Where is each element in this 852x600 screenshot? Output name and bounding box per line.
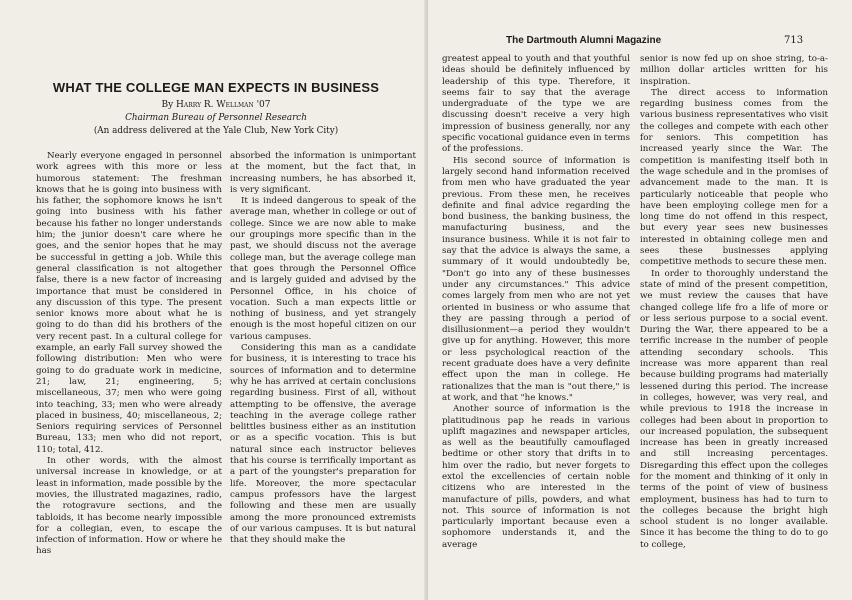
paragraph: The direct access to information regarding business comes from the various business representatives who visit the colleges and compete with each other for seniors. This competition has increased yearly since the War. The competition is manifesting itself both in the wage schedule and in the promises of advancement made to the man. It is particularly noticeable that people who have been employing college men for a long time do not offend in this respect, but every year sees new businesses interested in obtaining college men and sees these businesses applying competitive methods to secure these men. (640, 87, 828, 268)
byline (36, 100, 396, 110)
column-4 (640, 54, 828, 551)
author-name: Harry R. Wellman '07 (176, 100, 271, 110)
paragraph: In order to thoroughly understand the state of mind of the present competition, we must review the causes that have changed college life fro a life of more or or less serious purpose to a social event. During the War, there appeared to be a terrific increase in the number of people attending secondary schools. This increase was more apparent than real because building programs had materially lessened during this period. The increase in colleges, however, was very real, and while previous to 1918 the increase in colleges had been about in proportion to our increased population, the subsequent increase has been in greatly increased and still increasing percentages. Disregarding this effect upon the colleges for the moment and thinking of it only in terms of the point of view of business employment, business has had to turn to the colleges because the bright high school student is no longer available. Since it has become the thing to do to go to college, (640, 268, 828, 550)
paragraph: Considering this man as a candidate for business, it is interesting to trace his sources of information and to determine why he has arrived at certain conclusions regarding business. First of all, without attempting to be offensive, the average teaching in the average college rather belittles business either as an institution or as a specific vocation. This is but natural since each instructor believes that his course is terrifically important as a part of the youngster's preparation for life. Moreover, the more spectacular campus professors have the largest following and these men are usually among the more pronounced extremists of our various campuses. It is but natural that they should make the (230, 343, 416, 546)
paragraph: Nearly everyone engaged in personnel work agrees with this more or less humorous statement: The freshman knows that he is going into business with his father, the sophomore knows he isn't going into business with his father because his father no longer understands him; the junior doesn't care where he goes, and the senior hopes that he may be successful in getting a job. While this general classification is not altogether false, there is a new factor of increasing importance that must be considered in any discussion of this type. The present senior knows more about what he is going to do than did his brothers of the very recent past. In a cultural college for example, an early Fall survey showed the following distribution: Men who were going to do graduate work in medicine, 21; law, 21; engineering, 5; miscellaneous, 37; men who were going into teaching, 33; men who were already placed in business, 40; miscellaneous, 2; Seniors requiring services of Personnel Bureau, 133; men who did not report, 110; total, 412. (36, 151, 222, 455)
paragraph: It is indeed dangerous to speak of the average man, whether in college or out of college. Since we are now able to make our groupings more specific than in the past, we should discuss not the average college man, but the average college man that goes through the Personnel Office and is largely guided and advised by the Personnel Office, in his choice of vocation. Such a man expects little or nothing of business, and yet strangely enough is the most hopeful citizen on our various campuses. (230, 196, 416, 342)
column-1 (36, 151, 222, 558)
right-page (428, 0, 852, 600)
paragraph: absorbed the information is unimportant at the moment, but the fact that, in increasing numbers, he has absorbed it, is very significant. (230, 151, 416, 195)
author-affiliation: Chairman Bureau of Personnel Research (125, 113, 307, 123)
paragraph: greatest appeal to youth and that youthful ideas should be definitely influenced by leadership of this type. Therefore, it seems fair to say that the average undergraduate of the type we are discussing doesn't receive a very high impression of business generally, nor any specific vocational guidance even in terms of the professions. (442, 54, 630, 155)
page-number: 713 (784, 35, 804, 46)
paragraph: His second source of information is largely second hand information received from men who have graduated the year previous. From these men, he receives definite and final advice regarding the bond business, the banking business, the manufacturing business, and the insurance business. While it is not fair to say that the advice is always the same, a summary of it would undoubtedly be, "Don't go into any of these businesses under any circumstances." This advice comes largely from men who are not yet oriented in business or who assume that they are passing through a period of disillusionment—a period they wouldn't give up for anything. However, this more or less psychological reaction of the recent graduate does have a very definite effect upon the man in college. He rationalizes that the man is "out there," is at work, and that "he knows." (442, 155, 630, 403)
paragraph: Another source of information is the platitudinous pap he reads in various uplift magazines and newspaper articles, as well as the beautifully camouflaged bedtime or other story that drifts in to him over the radio, but never forgets to extol the excellencies of certain noble citizens who are interested in the manufacture of pills, powders, and what not. This source of information is not particularly important because even a sophomore understands it, and the average (442, 404, 630, 550)
paragraph: senior is now fed up on shoe string, to-a-million dollar articles written for his inspiration. (640, 54, 828, 87)
column-2 (230, 151, 416, 546)
paragraph: In other words, with the almost universal increase in knowledge, or at least in information, made possible by the movies, the illustrated magazines, radio, the rotogravure sections, and the tabloids, it has become nearly impossible for a collegian, even, to escape the infection of information. How or where he has (36, 456, 222, 557)
running-head: The Dartmouth Alumni Magazine (506, 35, 662, 46)
article-title: WHAT THE COLLEGE MAN EXPECTS IN BUSINESS (52, 80, 380, 95)
column-3 (442, 54, 630, 551)
address-occasion: (An address delivered at the Yale Club, New York City) (93, 126, 339, 136)
byline-prefix: By (161, 100, 174, 110)
